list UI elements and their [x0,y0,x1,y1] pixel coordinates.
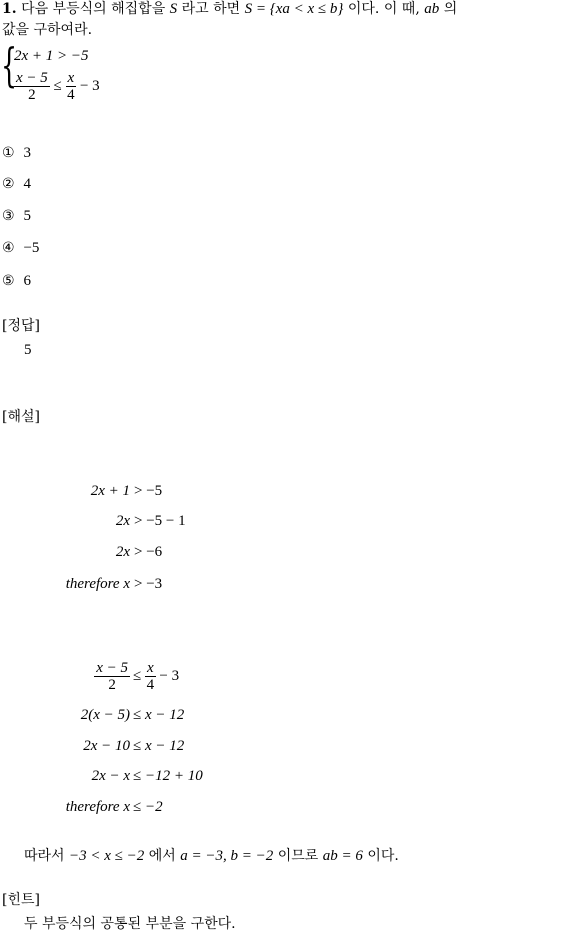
step2-row3-rhs: ≤ x − 12 [133,738,185,754]
answer-value: 5 [24,342,32,358]
system-brace: { [1,38,18,92]
system-inequality-2: $\frac{x - 5}{2}$ ≤ $\frac{x}{4}$ − 3 [16,70,100,103]
choice-4[interactable]: ④ −5 [2,240,40,256]
question-text-a: 다음 부등식의 해집합을 [21,1,166,17]
choice-5[interactable]: ⑤ 6 [2,273,31,289]
question-text-c: 이다. 이 때, [347,1,420,17]
step1-row1-lhs: 2x + 1 [90,483,130,499]
step1-row4-lhs: therefore x [65,576,130,592]
question-line-2: 값을 구하여라. [2,22,93,38]
set-expression: S = {xa < x ≤ b} [244,1,344,17]
step2-row4-rhs: ≤ −12 + 10 [133,768,203,784]
step2-row5-rhs: ≤ −2 [133,799,163,815]
answer-label: [정답] [2,318,40,334]
step1-row3-lhs: 2x [115,544,130,560]
choice-3[interactable]: ③ 5 [2,208,31,224]
hint-label: [힌트] [2,892,40,908]
step2-row1-lhs: $\frac{x - 5}{2}$ [96,660,128,693]
question-line-1 [2,0,457,19]
set-variable: S [169,1,178,17]
choice-2[interactable]: ② 4 [2,176,31,192]
step1-row2-lhs: 2x [115,513,130,529]
step1-row4-rhs: > −3 [134,576,163,592]
question-text-b: 라고 하면 [181,1,241,17]
system-inequality-1: 2x + 1 > −5 [14,48,89,64]
choice-1[interactable]: ① 3 [2,145,31,161]
step2-row3-lhs: 2x − 10 [83,738,130,754]
question-number: 1. [2,1,17,17]
question-text-d: 의 [443,1,458,17]
ab-variable: ab [424,1,440,17]
step1-row3-rhs: > −6 [134,544,163,560]
step2-row5-lhs: therefore x [65,799,130,815]
conclusion: 따라서 −3 < x ≤ −2 에서 a = −3, b = −2 이므로 ab = 6 이다. [24,848,399,864]
step1-row1-rhs: > −5 [134,483,163,499]
step2-row1-rhs: ≤ $\frac{x}{4}$ − 3 [133,660,180,693]
step2-row2-lhs: 2(x − 5) [80,707,130,723]
hint-text: 두 부등식의 공통된 부분을 구한다. [24,916,236,932]
step2-row4-lhs: 2x − x [91,768,130,784]
step2-row2-rhs: ≤ x − 12 [133,707,185,723]
explanation-label: [해설] [2,409,40,425]
step1-row2-rhs: > −5 − 1 [134,513,186,529]
